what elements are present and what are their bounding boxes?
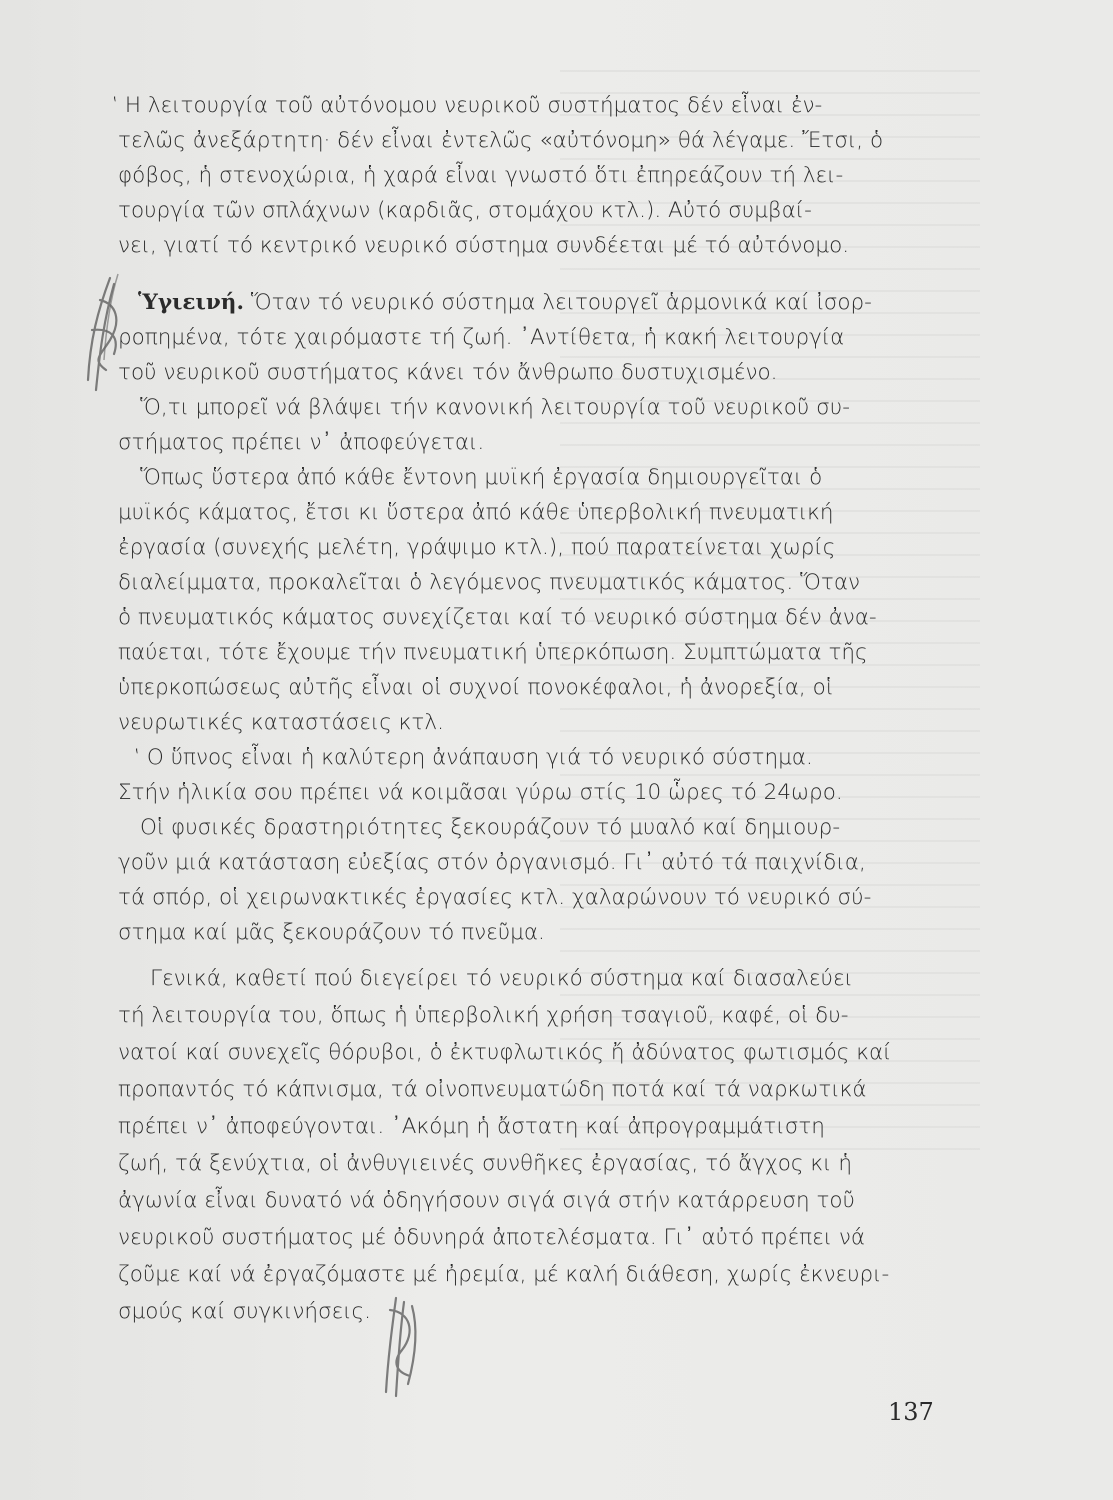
paragraph-fatigue <box>118 460 948 740</box>
text-line: τοῦ νευρικοῦ συστήματος κάνει τόν ἄνθρωπο δυστυχισμένο. <box>118 360 778 385</box>
text-line: νευρωτικές καταστάσεις κτλ. <box>118 710 444 735</box>
text-line: νατοί καί συνεχεῖς θόρυβοι, ὁ ἐκτυφλωτικός ἤ ἀδύνατος φωτισμός καί <box>118 1040 892 1065</box>
text-line: ὑπερκοπώσεως αὐτῆς εἶναι οἱ συχνοί πονοκέφαλοι, ἡ ἀνορεξία, οἱ <box>118 675 834 700</box>
paragraph-hygiene <box>118 285 948 390</box>
text-line: νει, γιατί τό κεντρικό νευρικό σύστημα συνδέεται μέ τό αὐτόνομο. <box>118 233 850 258</box>
text-line: ἀγωνία εἶναι δυνατό νά ὁδηγήσουν σιγά σιγά στήν κατάρρευση τοῦ <box>118 1188 855 1213</box>
paragraph-activities <box>118 810 948 950</box>
text-line: πρέπει ν᾿ ἀποφεύγονται. ᾿Ακόμη ἡ ἄστατη καί ἀπρογραμμάτιστη <box>118 1114 825 1139</box>
text-line: Ὅ,τι μπορεῖ νά βλάψει τήν κανονική λειτουργία τοῦ νευρικοῦ συ- <box>140 395 850 420</box>
text-line: τουργία τῶν σπλάχνων (καρδιᾶς, στομάχου κτλ.). Αὐτό συμβαί- <box>118 198 812 223</box>
text-line: ὁ πνευματικός κάματος συνεχίζεται καί τό νευρικό σύστημα δέν ἀνα- <box>118 605 877 630</box>
paragraph-harm <box>118 390 948 460</box>
body-text <box>118 88 948 1330</box>
text-line: μυϊκός κάματος, ἔτσι κι ὕστερα ἀπό κάθε ὑπερβολική πνευματική <box>118 500 834 525</box>
text-line: τελῶς ἀνεξάρτητη· δέν εἶναι ἐντελῶς «αὐτόνομη» θά λέγαμε. Ἔτσι, ὁ <box>118 128 884 153</box>
text-line: παύεται, τότε ἔχουμε τήν πνευματική ὑπερκόπωση. Συμπτώματα τῆς <box>118 640 868 665</box>
text-line: στημα καί μᾶς ξεκουράζουν τό πνεῦμα. <box>118 920 545 945</box>
text-line: ζωή, τά ξενύχτια, οἱ ἀνθυγιεινές συνθῆκες ἐργασίας, τό ἄγχος κι ἡ <box>118 1151 852 1176</box>
text-line: ἐργασία (συνεχής μελέτη, γράψιμο κτλ.), πού παρατείνεται χωρίς <box>118 535 836 560</box>
text-line: διαλείμματα, προκαλεῖται ὁ λεγόμενος πνευματικός κάματος. Ὅταν <box>118 570 861 595</box>
text-line: νευρικοῦ συστήματος μέ ὀδυνηρά ἀποτελέσματα. Γι᾿ αὐτό πρέπει νά <box>118 1225 866 1250</box>
paragraph-sleep <box>118 740 948 810</box>
text-fragment: Ὅταν τό νευρικό σύστημα λειτουργεῖ ἁρμονικά καί ἰσορ- <box>243 290 872 315</box>
paragraph-autonomous <box>118 88 948 263</box>
text-line: τά σπόρ, οἱ χειρωνακτικές ἐργασίες κτλ. χαλαρώνουν τό νευρικό σύ- <box>118 885 872 910</box>
text-line <box>118 285 948 320</box>
text-line: φόβος, ἡ στενοχώρια, ἡ χαρά εἶναι γνωστό ὅτι ἐπηρεάζουν τή λει- <box>118 163 844 188</box>
text-line: σμούς καί συγκινήσεις. <box>118 1299 371 1324</box>
text-line: προπαντός τό κάπνισμα, τά οἰνοπνευματώδη ποτά καί τά ναρκωτικά <box>118 1077 867 1102</box>
paragraph-general <box>118 960 948 1330</box>
text-line: Ὅπως ὕστερα ἀπό κάθε ἔντονη μυϊκή ἐργασία δημιουργεῖται ὁ <box>140 465 823 490</box>
text-line: στήματος πρέπει ν᾿ ἀποφεύγεται. <box>118 430 485 455</box>
text-line: ‛Ο ὕπνος εἶναι ἡ καλύτερη ἀνάπαυση γιά τό νευρικό σύστημα. <box>140 745 813 770</box>
text-line: ‛Η λειτουργία τοῦ αὐτόνομου νευρικοῦ συστήματος δέν εἶναι ἐν- <box>118 93 823 118</box>
text-line: τή λειτουργία του, ὅπως ἡ ὑπερβολική χρήση τσαγιοῦ, καφέ, οἱ δυ- <box>118 1003 849 1028</box>
text-line: ζοῦμε καί νά ἐργαζόμαστε μέ ἠρεμία, μέ καλή διάθεση, χωρίς ἐκνευρι- <box>118 1262 890 1287</box>
text-line: Γενικά, καθετί πού διεγείρει τό νευρικό σύστημα καί διασαλεύει <box>150 966 853 991</box>
page-number: 137 <box>888 1398 934 1426</box>
section-heading: Ὑγιεινή. <box>138 290 244 315</box>
text-line: γοῦν μιά κατάσταση εὐεξίας στόν ὀργανισμό. Γι᾿ αὐτό τά παιχνίδια, <box>118 850 866 875</box>
text-line: ροπημένα, τότε χαιρόμαστε τή ζωή. ᾿Αντίθετα, ἡ κακή λειτουργία <box>118 325 845 350</box>
text-line: Στήν ἡλικία σου πρέπει νά κοιμᾶσαι γύρω στίς 10 ὧρες τό 24ωρο. <box>118 780 843 805</box>
text-line: Οἱ φυσικές δραστηριότητες ξεκουράζουν τό μυαλό καί δημιουρ- <box>140 815 841 840</box>
